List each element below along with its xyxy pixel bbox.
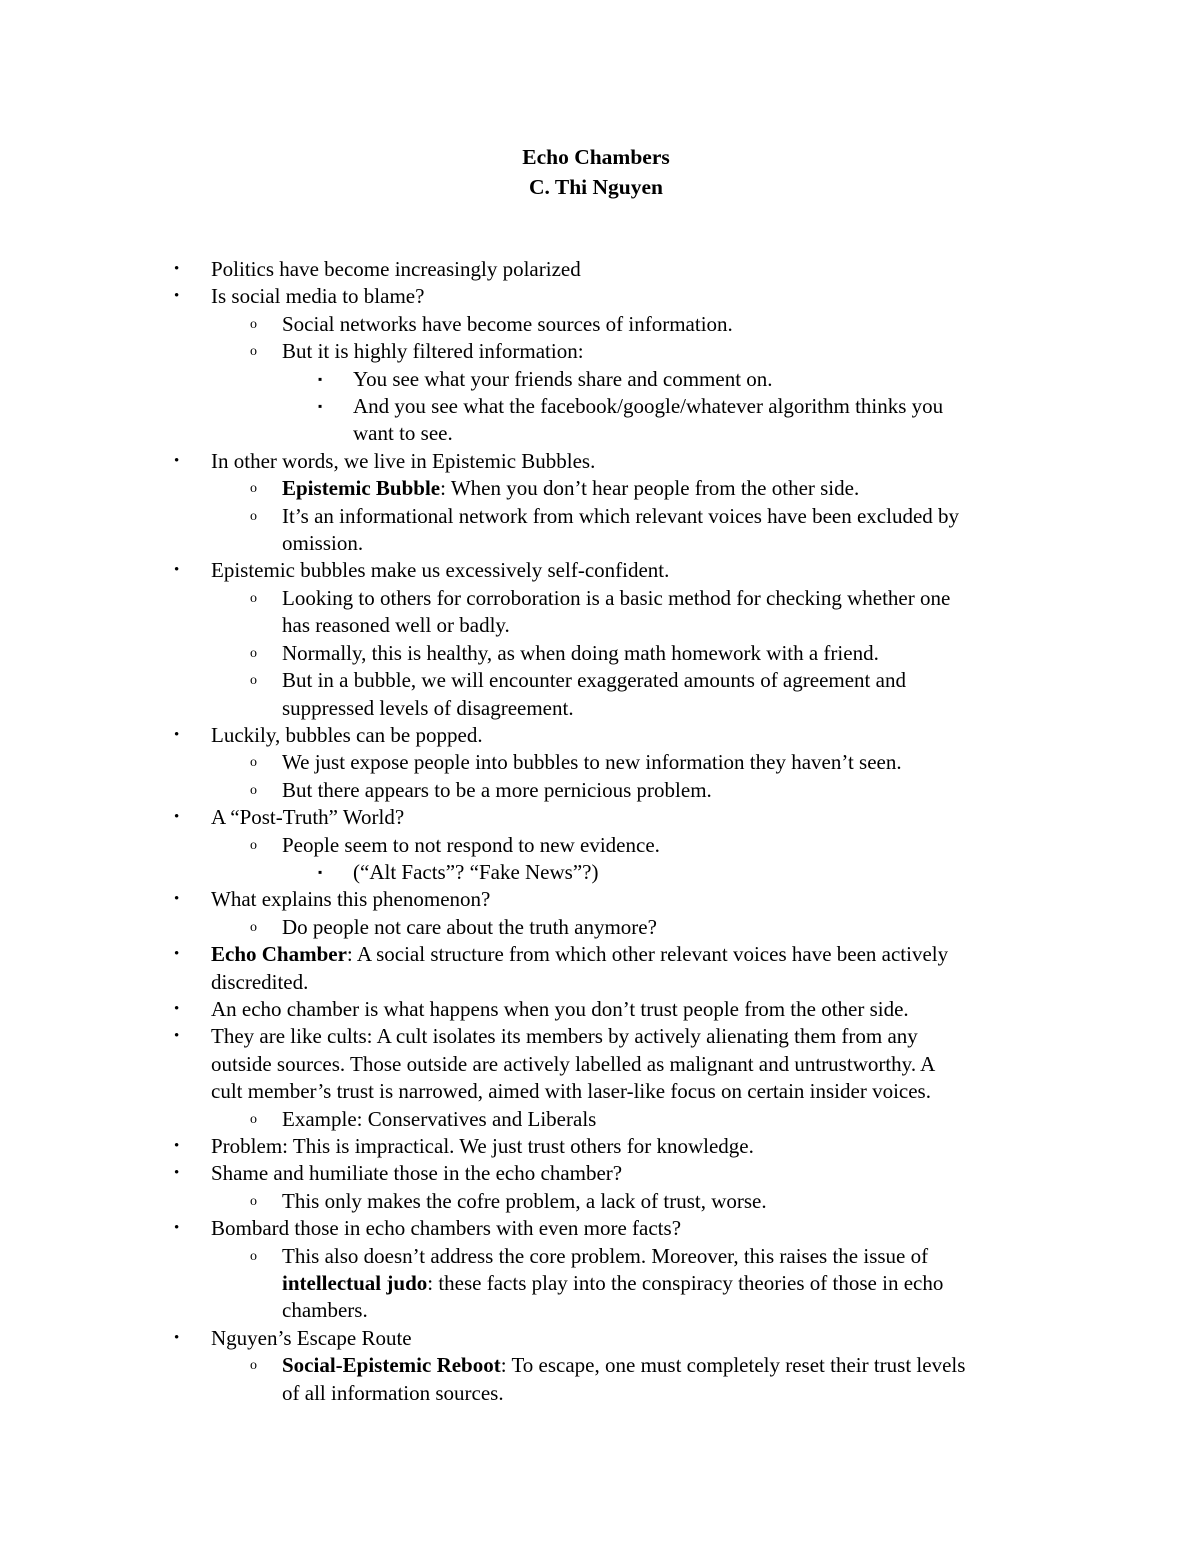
list-item-level-1 (0, 585, 1200, 640)
bullet-icon: • (174, 288, 180, 305)
list-item-line (211, 448, 1200, 475)
text-segment: Do people not care about the truth anymore? (282, 914, 657, 939)
list-item-level-1 (0, 311, 1200, 338)
bullet-icon: • (174, 1220, 180, 1237)
text-segment: This only makes the cofre problem, a lack of trust, worse. (282, 1188, 767, 1213)
list-item-line (282, 1297, 1200, 1324)
list-item-level-0 (0, 996, 1200, 1023)
text-segment: : To escape, one must completely reset their trust levels (500, 1353, 966, 1378)
list-item-level-0 (0, 1325, 1200, 1352)
list-item-line (211, 722, 1200, 749)
list-item-level-1 (0, 667, 1200, 722)
list-item-level-1 (0, 1243, 1200, 1325)
list-item-line (353, 366, 1200, 393)
list-item-level-2 (0, 393, 1200, 448)
document-author: C. Thi Nguyen (528, 175, 664, 199)
square-bullet-icon: ▪ (318, 371, 323, 386)
text-segment: What explains this phenomenon? (211, 887, 491, 912)
list-item-line (282, 1380, 1200, 1407)
bullet-icon: • (174, 946, 180, 963)
text-segment: Is social media to blame? (211, 284, 425, 309)
list-item-level-0 (0, 283, 1200, 310)
text-segment: Looking to others for corroboration is a basic method for checking whether one (282, 585, 951, 610)
list-item-line (282, 1270, 1200, 1297)
circle-bullet-icon: o (250, 590, 257, 606)
circle-bullet-icon: o (250, 645, 257, 661)
list-item-level-1 (0, 475, 1200, 502)
text-segment: And you see what the facebook/google/whatever algorithm thinks you (353, 394, 944, 419)
text-segment: has reasoned well or badly. (282, 613, 510, 638)
list-item-level-1 (0, 777, 1200, 804)
list-item-level-1 (0, 1352, 1200, 1407)
list-item-level-0 (0, 448, 1200, 475)
list-item-line (211, 996, 1200, 1023)
text-segment: omission. (282, 531, 364, 556)
bullet-icon: • (174, 1000, 180, 1017)
list-item-level-1 (0, 1106, 1200, 1133)
text-segment: : A social structure from which other relevant voices have been actively (346, 942, 949, 967)
list-item-line (353, 393, 1200, 420)
circle-bullet-icon: o (250, 481, 257, 497)
text-segment: (“Alt Facts”? “Fake News”?) (353, 859, 599, 884)
list-item-line (211, 283, 1200, 310)
text-segment: discredited. (211, 969, 309, 994)
list-item-line (282, 1188, 1200, 1215)
text-segment: Example: Conservatives and Liberals (282, 1106, 597, 1131)
text-segment: Shame and humiliate those in the echo chamber? (211, 1161, 623, 1186)
list-item-line (282, 475, 1200, 502)
list-item-line (282, 640, 1200, 667)
text-segment: You see what your friends share and comment on. (353, 366, 773, 391)
list-item-level-0 (0, 1160, 1200, 1187)
bullet-icon: • (174, 891, 180, 908)
list-item-line (282, 311, 1200, 338)
text-segment: But it is highly filtered information: (282, 339, 584, 364)
list-item-line (282, 695, 1200, 722)
square-bullet-icon: ▪ (318, 864, 323, 879)
list-item-level-0 (0, 1133, 1200, 1160)
circle-bullet-icon: o (250, 344, 257, 360)
list-item-line (282, 338, 1200, 365)
title-block (0, 142, 1192, 202)
list-item-line (282, 777, 1200, 804)
list-item-line (211, 1215, 1200, 1242)
circle-bullet-icon: o (250, 919, 257, 935)
text-segment: We just expose people into bubbles to new information they haven’t seen. (282, 750, 902, 775)
document-title: Echo Chambers (522, 145, 670, 169)
list-item-line (282, 1243, 1200, 1270)
list-item-level-2 (0, 859, 1200, 886)
list-item-level-1 (0, 832, 1200, 859)
list-item-line (353, 420, 1200, 447)
bullet-icon: • (174, 1165, 180, 1182)
list-item-level-1 (0, 1188, 1200, 1215)
list-item-line (211, 256, 1200, 283)
circle-bullet-icon: o (250, 755, 257, 771)
text-segment: Politics have become increasingly polarized (211, 257, 581, 281)
list-item-level-1 (0, 749, 1200, 776)
list-item-line (211, 969, 1200, 996)
bullet-icon: • (174, 452, 180, 469)
list-item-level-0 (0, 557, 1200, 584)
list-item-line (211, 1078, 1200, 1105)
list-item-level-1 (0, 640, 1200, 667)
bullet-icon: • (174, 1138, 180, 1154)
text-segment: An echo chamber is what happens when you don’t trust people from the other side. (211, 996, 909, 1021)
list-item-level-0 (0, 886, 1200, 913)
circle-bullet-icon: o (250, 782, 257, 798)
list-item-line (211, 1133, 1200, 1160)
list-item-line (282, 749, 1200, 776)
list-item-line (282, 667, 1200, 694)
list-item-level-1 (0, 338, 1200, 365)
text-segment: A “Post-Truth” World? (211, 805, 405, 830)
text-segment: of all information sources. (282, 1380, 504, 1405)
list-item-line (282, 503, 1200, 530)
text-segment: : When you don’t hear people from the other side. (440, 476, 860, 501)
list-item-level-0 (0, 256, 1200, 283)
list-item-line (211, 886, 1200, 913)
list-item-line (211, 1051, 1200, 1078)
list-item-line (211, 941, 1200, 968)
bullet-icon: • (174, 261, 180, 277)
circle-bullet-icon: o (250, 673, 257, 689)
circle-bullet-icon: o (250, 1193, 257, 1209)
bullet-icon: • (174, 562, 180, 579)
text-segment: This also doesn’t address the core problem. Moreover, this raises the issue of (282, 1243, 929, 1268)
list-item-level-0 (0, 941, 1200, 996)
list-item-level-0 (0, 722, 1200, 749)
text-segment: outside sources. Those outside are actively labelled as malignant and untrustworthy. A (211, 1051, 936, 1076)
list-item-level-1 (0, 914, 1200, 941)
circle-bullet-icon: o (250, 1358, 257, 1374)
text-segment: It’s an informational network from which relevant voices have been excluded by (282, 503, 960, 528)
circle-bullet-icon: o (250, 837, 257, 853)
list-item-line (211, 557, 1200, 584)
bullet-icon: • (174, 726, 180, 743)
list-item-line (282, 914, 1200, 941)
text-segment: They are like cults: A cult isolates its members by actively alienating them from any (211, 1024, 918, 1049)
list-item-line (282, 1352, 1200, 1379)
circle-bullet-icon: o (250, 316, 257, 332)
bold-term: Social-Epistemic Reboot (282, 1353, 501, 1378)
list-item-line (211, 804, 1200, 831)
list-item-line (282, 1106, 1200, 1133)
list-item-level-0 (0, 1215, 1200, 1242)
text-segment: Problem: This is impractical. We just trust others for knowledge. (211, 1134, 754, 1158)
text-segment: Epistemic bubbles make us excessively self-confident. (211, 558, 670, 583)
list-item-level-1 (0, 503, 1200, 558)
bold-term: intellectual judo (282, 1271, 428, 1296)
text-segment: Normally, this is healthy, as when doing math homework with a friend. (282, 640, 879, 665)
text-segment: suppressed levels of disagreement. (282, 695, 574, 720)
text-segment: want to see. (353, 421, 453, 446)
circle-bullet-icon: o (250, 1248, 257, 1264)
list-item-line (211, 1160, 1200, 1187)
list-item-line (353, 859, 1200, 886)
text-segment: chambers. (282, 1298, 368, 1323)
bold-term: Echo Chamber (211, 942, 347, 967)
list-item-line (282, 832, 1200, 859)
list-item-line (282, 585, 1200, 612)
circle-bullet-icon: o (250, 1111, 257, 1127)
list-item-line (282, 530, 1200, 557)
bullet-icon: • (174, 1028, 180, 1045)
text-segment: Bombard those in echo chambers with even more facts? (211, 1216, 682, 1241)
text-segment: Social networks have become sources of information. (282, 311, 733, 336)
circle-bullet-icon: o (250, 508, 257, 524)
text-segment: People seem to not respond to new evidence. (282, 832, 660, 857)
bold-term: Epistemic Bubble (282, 476, 441, 501)
text-segment: Nguyen’s Escape Route (211, 1325, 412, 1350)
text-segment: cult member’s trust is narrowed, aimed with laser-like focus on certain insider voices. (211, 1079, 931, 1104)
text-segment: But there appears to be a more pernicious problem. (282, 777, 712, 802)
text-segment: In other words, we live in Epistemic Bubbles. (211, 448, 596, 473)
outline-list (0, 256, 1200, 1407)
list-item-level-0 (0, 1023, 1200, 1105)
list-item-level-0 (0, 804, 1200, 831)
text-segment: But in a bubble, we will encounter exaggerated amounts of agreement and (282, 668, 906, 693)
text-segment: : these facts play into the conspiracy theories of those in echo (427, 1271, 944, 1296)
list-item-level-2 (0, 366, 1200, 393)
square-bullet-icon: ▪ (318, 399, 323, 414)
text-segment: Luckily, bubbles can be popped. (211, 722, 483, 747)
bullet-icon: • (174, 809, 180, 826)
list-item-line (211, 1325, 1200, 1352)
bullet-icon: • (174, 1329, 180, 1346)
list-item-line (282, 612, 1200, 639)
list-item-line (211, 1023, 1200, 1050)
